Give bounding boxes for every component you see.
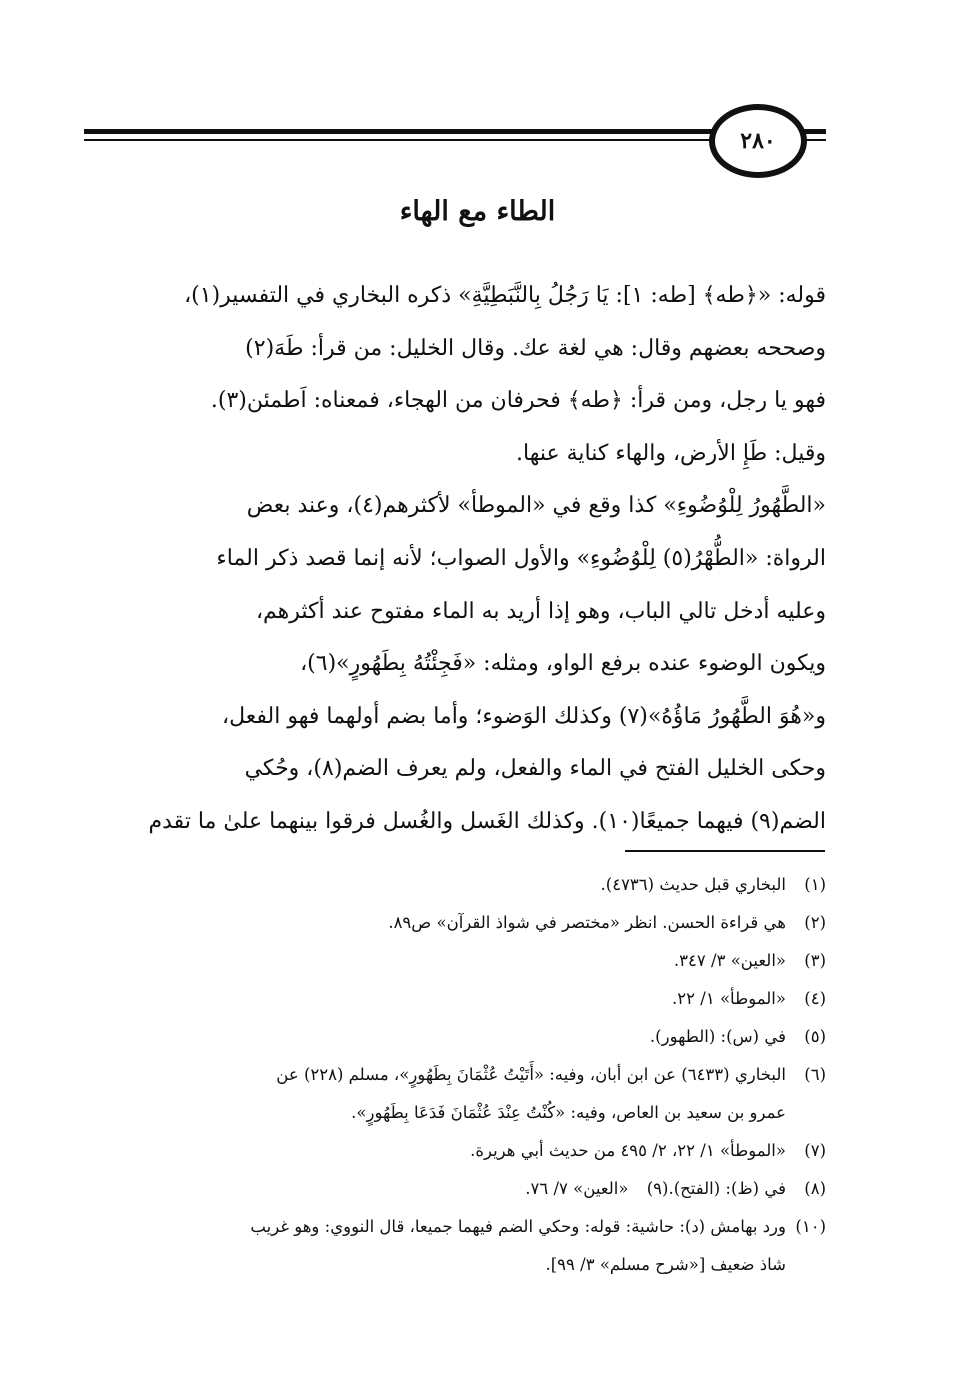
- footnote-separator: [625, 850, 825, 852]
- body-line: وصححه بعضهم وقال: هي لغة عك. وقال الخليل: من قرأ: طَهَ(٢): [245, 335, 826, 361]
- section-title: الطاء مع الهاء: [399, 196, 556, 227]
- body-line: قوله: «﴿طه﴾ [طه: ١]: يَا رَجُلُ بِالنَّبَطِيَّةِ» ذكره البخاري في التفسير(١)،: [184, 283, 826, 308]
- footnote-number: (٣): [804, 951, 826, 970]
- body-line: فهو يا رجل، ومن قرأ: ﴿طه﴾ فحرفان من الهجاء، فمعناه: اَطمئن(٣).: [210, 388, 826, 414]
- footnote-text: ورد بهامش (د): حاشية: قوله: وحكي الضم فيهما جميعا، قال النووي: وهو غريب: [250, 1217, 786, 1236]
- footnote: [84, 1018, 826, 1056]
- footnote-inline: [525, 1170, 668, 1208]
- footnote-number: (١٠): [795, 1217, 826, 1236]
- body-text: [84, 270, 826, 849]
- footnote: [84, 866, 826, 904]
- footnote-text: البخاري قبل حديث (٤٧٣٦).: [600, 875, 786, 894]
- body-line: الرواة: «الطُّهْرُ(٥) لِلْوُضُوءِ» والأول الصواب؛ لأنه إنما قصد ذكر الماء: [216, 545, 826, 571]
- body-line: ويكون الوضوء عنده برفع الواو، ومثله: «فَجِئْتُهُ بِطَهُورٍ»(٦)،: [300, 651, 826, 677]
- page-number-oval: [709, 104, 807, 178]
- body-line: وعليه أدخل تالي الباب، وهو إذا أريد به الماء مفتوح عند أكثرهم،: [255, 598, 826, 624]
- footnote-text: «العين» ٧/ ٧٦.: [525, 1179, 629, 1198]
- footnote-text: هي قراءة الحسن. انظر «مختصر في شواذ القرآن» ص٨٩.: [388, 913, 786, 932]
- footnote-text: شاذ ضعيف [«شرح مسلم» ٣/ ٩٩].: [545, 1255, 786, 1274]
- footnote: [84, 1132, 826, 1170]
- footnote: [84, 980, 826, 1018]
- footnote: [84, 904, 826, 942]
- footnote-number: (١): [804, 875, 826, 894]
- body-line: و«هُوَ الطَّهُورُ مَاؤُهُ»(٧) وكذلك الوَضوء؛ وأما بضم أولهما فهو الفعل،: [222, 703, 826, 729]
- footnote: [84, 1208, 826, 1284]
- body-line: وقيل: طَإِ الأرض، والهاء كناية عنها.: [516, 440, 826, 466]
- footnote-number: (٩): [646, 1179, 669, 1198]
- footnote-pair: [84, 1170, 826, 1208]
- page-header: [84, 98, 826, 172]
- footnote-number: (٤): [804, 989, 826, 1008]
- body-line: «الطَّهُورُ لِلْوُضُوءِ» كذا وقع في «الموطأ» لأكثرهم(٤)، وعند بعض: [246, 493, 826, 519]
- footnote-text: عمرو بن سعيد بن العاص، وفيه: «كُنْتُ عِنْدَ عُثْمَانَ فَدَعَا بِطَهُورٍ».: [351, 1103, 786, 1122]
- footnotes: [84, 866, 826, 1284]
- footnote-number: (٥): [804, 1027, 826, 1046]
- footnote-text: في (ظ): (الفتح).: [668, 1179, 786, 1198]
- footnote-text: «الموطأ» ١/ ٢٢.: [672, 989, 786, 1008]
- footnote-text: في (س): (الطهور).: [649, 1027, 786, 1046]
- footnote-number: (٧): [804, 1141, 826, 1160]
- footnote-text: البخاري (٦٤٣٣) عن ابن أبان، وفيه: «أَتَيْتُ عُثْمَانَ بِطَهُورٍ»، مسلم (٢٢٨) عن: [276, 1065, 786, 1084]
- body-line: وحكى الخليل الفتح في الماء والفعل، ولم يعرف الضم(٨)، وحُكي: [244, 756, 826, 782]
- footnote-number: (٨): [804, 1179, 826, 1198]
- footnote: [84, 1056, 826, 1132]
- header-rule-thick: [84, 129, 724, 134]
- footnote-text: «الموطأ» ١/ ٢٢، ٢/ ٤٩٥ من حديث أبي هريرة.: [470, 1141, 786, 1160]
- page-number: ٢٨٠: [740, 128, 776, 154]
- header-rule-thin: [84, 139, 724, 141]
- body-line: الضم(٩) فيهما جميعًا(١٠). وكذلك الغَسل والغُسل فرقوا بينهما علىٰ ما تقدم: [148, 808, 826, 834]
- footnote-number: (٢): [804, 913, 826, 932]
- footnote: [84, 942, 826, 980]
- footnote-number: (٦): [804, 1065, 826, 1084]
- footnote-text: «العين» ٣/ ٣٤٧.: [673, 951, 786, 970]
